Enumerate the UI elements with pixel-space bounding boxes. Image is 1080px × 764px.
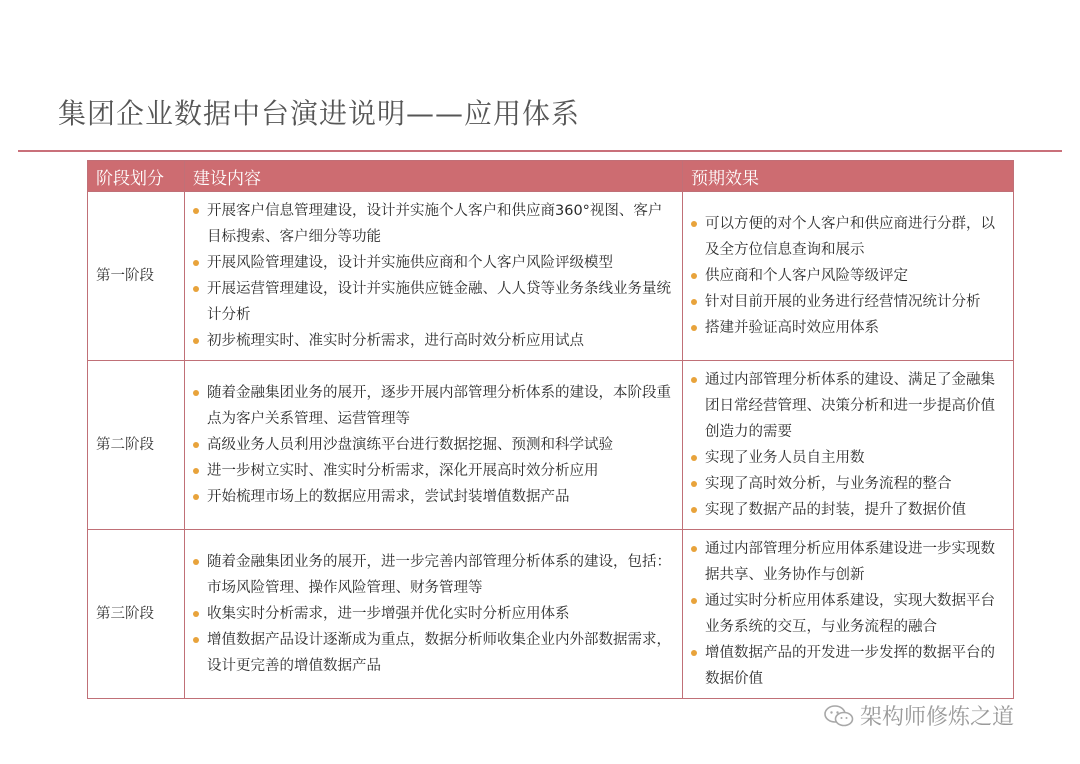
bullet-dot-icon	[193, 260, 199, 266]
content-cell	[185, 530, 683, 699]
list-item: 实现了数据产品的封装，提升了数据价值	[691, 497, 1007, 523]
bullet-dot-icon	[691, 455, 697, 461]
bullet-dot-icon	[193, 559, 199, 565]
content-cell	[185, 192, 683, 361]
bullet-dot-icon	[691, 299, 697, 305]
header-stage: 阶段划分	[88, 161, 185, 192]
bullet-dot-icon	[193, 611, 199, 617]
list-item: 针对目前开展的业务进行经营情况统计分析	[691, 289, 1007, 315]
stage-cell: 第二阶段	[88, 361, 185, 530]
bullet-dot-icon	[193, 390, 199, 396]
title-divider	[18, 150, 1062, 152]
list-item: 可以方便的对个人客户和供应商进行分群，以及全方位信息查询和展示	[691, 211, 1007, 263]
watermark	[824, 700, 1014, 731]
table-row	[88, 192, 1014, 361]
table-header-row	[88, 161, 1014, 192]
list-item: 进一步树立实时、准实时分析需求，深化开展高时效分析应用	[193, 458, 676, 484]
list-item: 初步梳理实时、准实时分析需求，进行高时效分析应用试点	[193, 328, 676, 354]
bullet-dot-icon	[193, 494, 199, 500]
bullet-dot-icon	[193, 286, 199, 292]
bullet-dot-icon	[691, 650, 697, 656]
list-item: 搭建并验证高时效应用体系	[691, 315, 1007, 341]
effects-cell	[683, 192, 1014, 361]
list-item: 增值数据产品的开发进一步发挥的数据平台的数据价值	[691, 640, 1007, 692]
bullet-dot-icon	[193, 637, 199, 643]
list-item: 收集实时分析需求，进一步增强并优化实时分析应用体系	[193, 601, 676, 627]
list-item: 高级业务人员利用沙盘演练平台进行数据挖掘、预测和科学试验	[193, 432, 676, 458]
list-item: 实现了高时效分析，与业务流程的整合	[691, 471, 1007, 497]
effects-cell	[683, 530, 1014, 699]
bullet-dot-icon	[691, 273, 697, 279]
table-row	[88, 361, 1014, 530]
list-item: 供应商和个人客户风险等级评定	[691, 263, 1007, 289]
table-row	[88, 530, 1014, 699]
list-item: 随着金融集团业务的展开，逐步开展内部管理分析体系的建设，本阶段重点为客户关系管理、运营管理等	[193, 380, 676, 432]
list-item: 开展客户信息管理建设，设计并实施个人客户和供应商360°视图、客户目标搜索、客户细分等功能	[193, 198, 676, 250]
list-item: 开展风险管理建设，设计并实施供应商和个人客户风险评级模型	[193, 250, 676, 276]
header-effects: 预期效果	[683, 161, 1014, 192]
bullet-dot-icon	[193, 338, 199, 344]
bullet-dot-icon	[691, 481, 697, 487]
page-title: 集团企业数据中台演进说明——应用体系	[58, 97, 581, 130]
effects-cell	[683, 361, 1014, 530]
bullet-dot-icon	[691, 325, 697, 331]
wechat-icon	[824, 704, 854, 728]
bullet-dot-icon	[691, 546, 697, 552]
list-item: 通过内部管理分析应用体系建设进一步实现数据共享、业务协作与创新	[691, 536, 1007, 588]
bullet-dot-icon	[691, 507, 697, 513]
list-item: 通过内部管理分析体系的建设、满足了金融集团日常经营管理、决策分析和进一步提高价值创造力的需要	[691, 367, 1007, 445]
list-item: 通过实时分析应用体系建设，实现大数据平台业务系统的交互，与业务流程的融合	[691, 588, 1007, 640]
header-content: 建设内容	[185, 161, 683, 192]
stage-table	[87, 160, 1014, 699]
bullet-dot-icon	[193, 208, 199, 214]
content-cell	[185, 361, 683, 530]
list-item: 开始梳理市场上的数据应用需求，尝试封装增值数据产品	[193, 484, 676, 510]
bullet-dot-icon	[691, 377, 697, 383]
list-item: 随着金融集团业务的展开，进一步完善内部管理分析体系的建设，包括：市场风险管理、操作风险管理、财务管理等	[193, 549, 676, 601]
stage-cell: 第一阶段	[88, 192, 185, 361]
bullet-dot-icon	[193, 442, 199, 448]
list-item: 开展运营管理建设，设计并实施供应链金融、人人贷等业务条线业务量统计分析	[193, 276, 676, 328]
bullet-dot-icon	[691, 598, 697, 604]
bullet-dot-icon	[193, 468, 199, 474]
watermark-text: 架构师修炼之道	[860, 705, 1015, 730]
list-item: 增值数据产品设计逐渐成为重点，数据分析师收集企业内外部数据需求，设计更完善的增值数据产品	[193, 627, 676, 679]
stage-cell: 第三阶段	[88, 530, 185, 699]
list-item: 实现了业务人员自主用数	[691, 445, 1007, 471]
bullet-dot-icon	[691, 221, 697, 227]
